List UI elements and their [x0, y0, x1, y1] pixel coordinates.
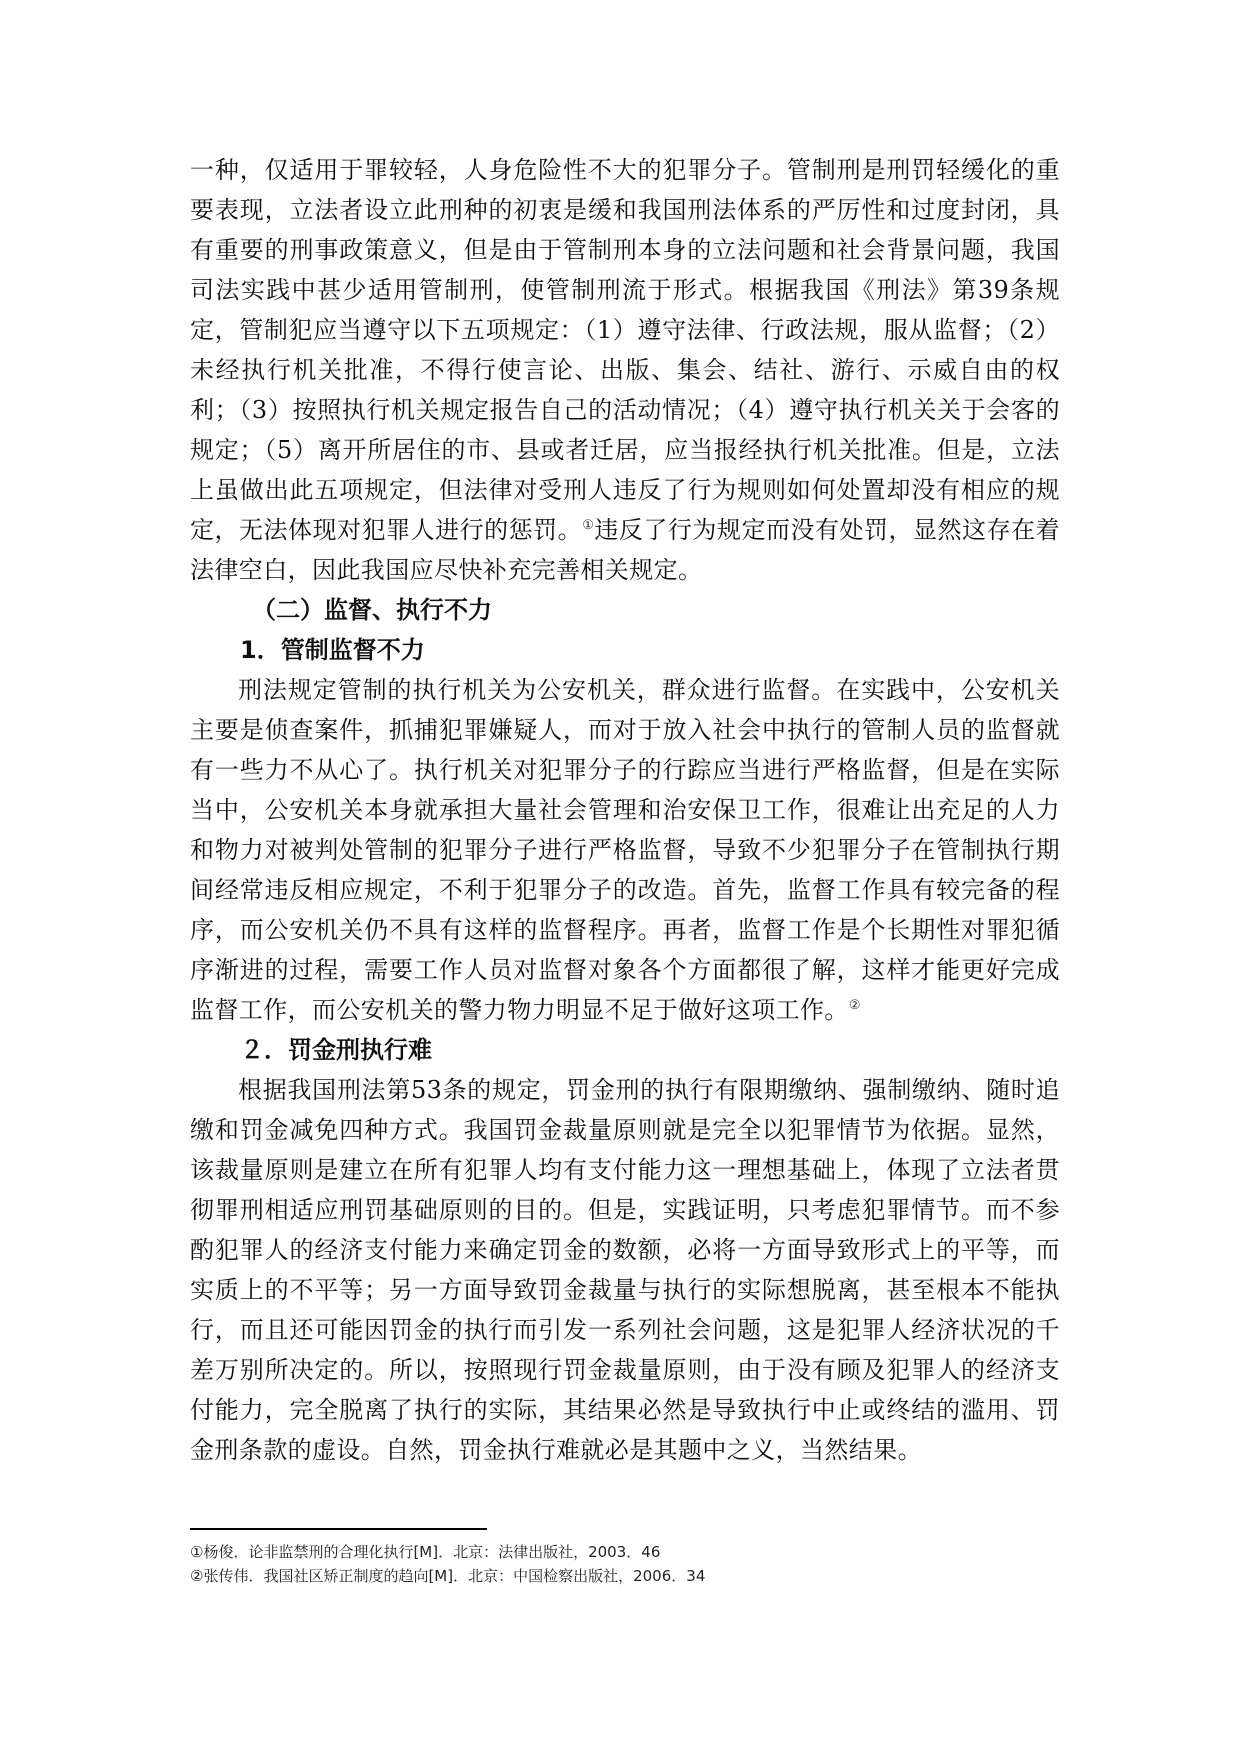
- subsection-heading-supervision: 1．管制监督不力: [240, 636, 425, 664]
- paragraph-fine: 根据我国刑法第53条的规定，罚金刑的执行有限期缴纳、强制缴纳、随时追缴和罚金减免四种方式。我国罚金裁量原则就是完全以犯罪情节为依据。显然，该裁量原则是建立在所有犯罪人均有支付能力这一理想基础上，体现了立法者贯彻罪刑相适应刑罚基础原则的目的。但是，实践证明，只考虑犯罪情节。而不参酌犯罪人的经济支付能力来确定罚金的数额，必将一方面导致形式上的平等，而实质上的不平等；另一方面导致罚金裁量与执行的实际想脱离，甚至根本不能执行，而且还可能因罚金的执行而引发一系列社会问题，这是犯罪人经济状况的千差万别所决定的。所以，按照现行罚金裁量原则，由于没有顾及犯罪人的经济支付能力，完全脱离了执行的实际，其结果必然是导致执行中止或终结的滥用、罚金刑条款的虚设。自然，罚金执行难就必是其题中之义，当然结果。: [190, 1076, 1060, 1464]
- footnote-ref-2[interactable]: ②: [848, 998, 861, 1013]
- paragraph-text: 一种，仅适用于罪较轻，人身危险性不大的犯罪分子。管制刑是刑罚轻缓化的重要表现，立法者设立此刑种的初衷是缓和我国刑法体系的严厉性和过度封闭，具有重要的刑事政策意义，但是由于管制刑本身的立法问题和社会背景问题，我国司法实践中甚少适用管制刑，使管制刑流于形式。根据我国《刑法》第39条规定，管制犯应当遵守以下五项规定：（1）遵守法律、行政法规，服从监督；（2）未经执行机关批准，不得行使言论、出版、集会、结社、游行、示威自由的权利；（3）按照执行机关规定报告自己的活动情况；（4）遵守执行机关关于会客的规定；（5）离开所居住的市、县或者迁居，应当报经执行机关批准。但是，立法上虽做出此五项规定，但法律对受刑人违反了行为规则如何处置却没有相应的规定，无法体现对犯罪人进行的惩罚。: [190, 156, 1060, 544]
- paragraph-text-tail: 违反了行为规定而没有处罚，显然这存在着法律空白，因此我国应尽快补充完善相关规定。: [190, 516, 1060, 584]
- subsection-heading-fine: ２．罚金刑执行难: [240, 1036, 432, 1064]
- paragraph-supervision: [190, 670, 1060, 1030]
- footnote-1: ①杨俊．论非监禁刑的合理化执行[M]．北京：法律出版社，2003．46: [190, 1543, 661, 1561]
- footnote-divider: [190, 1528, 487, 1530]
- paragraph-text: 刑法规定管制的执行机关为公安机关，群众进行监督。在实践中，公安机关主要是侦查案件，抓捕犯罪嫌疑人，而对于放入社会中执行的管制人员的监督就有一些力不从心了。执行机关对犯罪分子的行踪应当进行严格监督，但是在实际当中，公安机关本身就承担大量社会管理和治安保卫工作，很难让出充足的人力和物力对被判处管制的犯罪分子进行严格监督，导致不少犯罪分子在管制执行期间经常违反相应规定，不利于犯罪分子的改造。首先，监督工作具有较完备的程序，而公安机关仍不具有这样的监督程序。再者，监督工作是个长期性对罪犯循序渐进的过程，需要工作人员对监督对象各个方面都很了解，这样才能更好完成监督工作，而公安机关的警力物力明显不足于做好这项工作。: [190, 676, 1060, 1024]
- paragraph-management-sentence: [190, 150, 1060, 590]
- footnotes: [190, 1540, 1060, 1588]
- body-text: [190, 150, 1060, 1470]
- footnote-2: ②张传伟．我国社区矫正制度的趋向[M]．北京：中国检察出版社，2006．34: [190, 1567, 706, 1585]
- section-heading-supervision: （二）监督、执行不力: [252, 596, 492, 624]
- footnote-ref-1[interactable]: ①: [582, 518, 595, 533]
